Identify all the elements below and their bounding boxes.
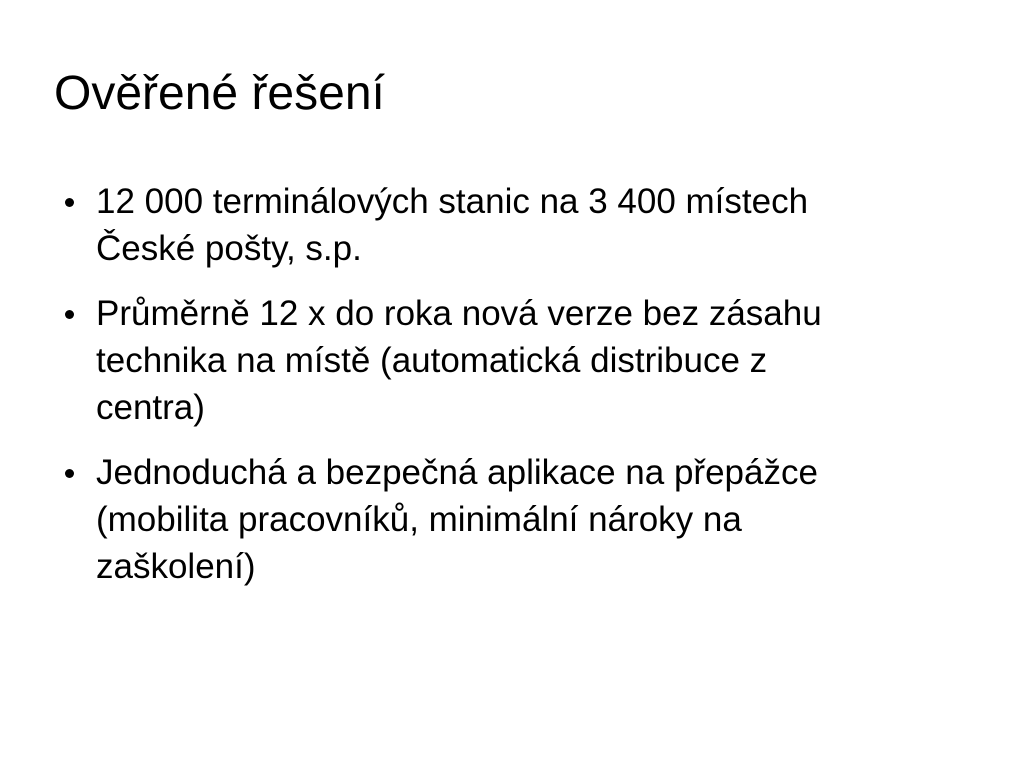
bullet-dot-icon	[65, 310, 74, 319]
bullet-text-line: Jednoduchá a bezpečná aplikace na přepážce	[96, 453, 818, 492]
bullet-dot-icon	[65, 469, 74, 478]
slide-title: Ověřené řešení	[54, 67, 385, 120]
bullet-text-line: technika na místě (automatická distribuce z	[96, 341, 768, 380]
bullet-text-line: České pošty, s.p.	[96, 229, 362, 268]
bullet-item-updates	[96, 290, 976, 431]
bullet-text-line: Průměrně 12 x do roka nová verze bez zásahu	[96, 294, 822, 333]
bullet-item-terminals	[96, 178, 976, 272]
bullet-item-application	[96, 449, 976, 590]
bullet-text-line: (mobilita pracovníků, minimální nároky na	[96, 500, 742, 539]
bullet-text-line: 12 000 terminálových stanic na 3 400 místech	[96, 182, 809, 221]
bullet-list	[96, 178, 976, 608]
bullet-text-line: zaškolení)	[96, 547, 256, 586]
bullet-text-line: centra)	[96, 388, 205, 427]
bullet-dot-icon	[65, 198, 74, 207]
